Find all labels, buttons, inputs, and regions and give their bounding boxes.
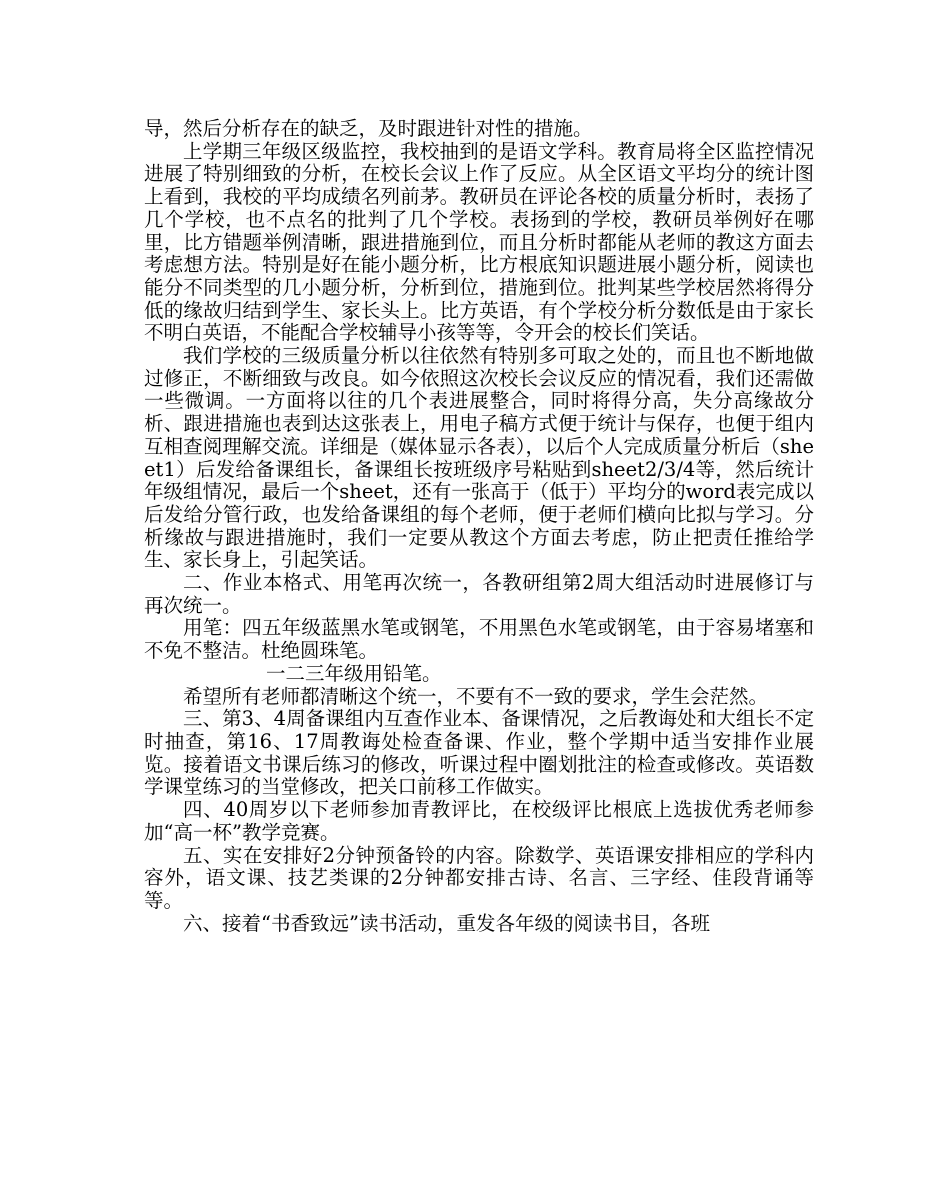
paragraph-pen-usage: 用笔：四五年级蓝黑水笔或钢笔，不用黑色水笔或钢笔，由于容易堵塞和不免不整洁。杜绝圆珠笔。 [144,616,814,663]
document-body [144,118,814,935]
paragraph-young-teacher-contest: 四、40周岁以下老师参加青教评比，在校级评比根底上选拔优秀老师参加“高一杯”教学竞赛。 [144,798,814,844]
paragraph-two-minute-bell: 五、实在安排好2分钟预备铃的内容。除数学、英语课安排相应的学科内容外，语文课、技艺类课的2分钟都安排古诗、名言、三字经、佳段背诵等等。 [144,843,814,912]
paragraph-homework-format: 二、作业本格式、用笔再次统一，各教研组第2周大组活动时进展修订与再次统一。 [144,571,814,617]
paragraph-district-monitoring: 上学期三年级区级监控，我校抽到的是语文学科。教育局将全区监控情况进展了特别细致的分析，在校长会议上作了反应。从全区语文平均分的统计图上看到，我校的平均成绩名列前茅。教研员在评论各校的质量分析时，表扬了几个学校，也不点名的批判了几个学校。表扬到的学校，教研员举例好在哪里，比方错题举例清晰，跟进措施到位，而且分析时都能从老师的教这方面去考虑想方法。特别是好在能小题分析，比方根底知识题进展小题分析，阅读也能分不同类型的几小题分析，分析到位，措施到位。批判某些学校居然将得分低的缘故归结到学生、家长头上。比方英语，有个学校分析分数低是由于家长不明白英语，不能配合学校辅导小孩等等，令开会的校长们笑话。 [144,139,814,345]
paragraph-continuation: 导，然后分析存在的缺乏，及时跟进针对性的措施。 [144,117,593,140]
paragraph-pencil-grades: 一二三年级用铅笔。 [266,661,442,685]
paragraph-quality-analysis: 我们学校的三级质量分析以往依然有特别多可取之处的，而且也不断地做过修正，不断细致与改良。如今依照这次校长会议反应的情况看，我们还需做一些微调。一方面将以往的几个表进展整合，同时将得分高，失分高缘故分析、跟进措施也表到达这张表上，用电子稿方式便于统计与保存，也便于组内互相查阅理解交流。详细是（媒体显示各表），以后个人完成质量分析后（sheet1）后发给备课组长，备课组长按班级序号粘贴到sheet2/3/4等，然后统计年级组情况，最后一个sheet，还有一张高于（低于）平均分的word表完成以后发给分管行政，也发给备课组的每个老师，便于老师们横向比拟与学习。分析缘故与跟进措施时，我们一定要从教这个方面去考虑，防止把责任推给学生、家长身上，引起笑话。 [144,344,814,572]
paragraph-unified-requirement: 希望所有老师都清晰这个统一，不要有不一致的要求，学生会茫然。 [183,684,769,708]
paragraph-homework-check: 三、第3、4周备课组内互查作业本、备课情况，之后教诲处和大组长不定时抽查，第16、17周教诲处检查备课、作业，整个学期中适当安排作业展览。接着语文书课后练习的修改，听课过程中圈划批注的检查或修改。英语数学课堂练习的当堂修改，把关口前移工作做实。 [144,707,814,799]
paragraph-reading-activity: 六、接着“书香致远”读书活动，重发各年级的阅读书目，各班 [183,911,710,935]
